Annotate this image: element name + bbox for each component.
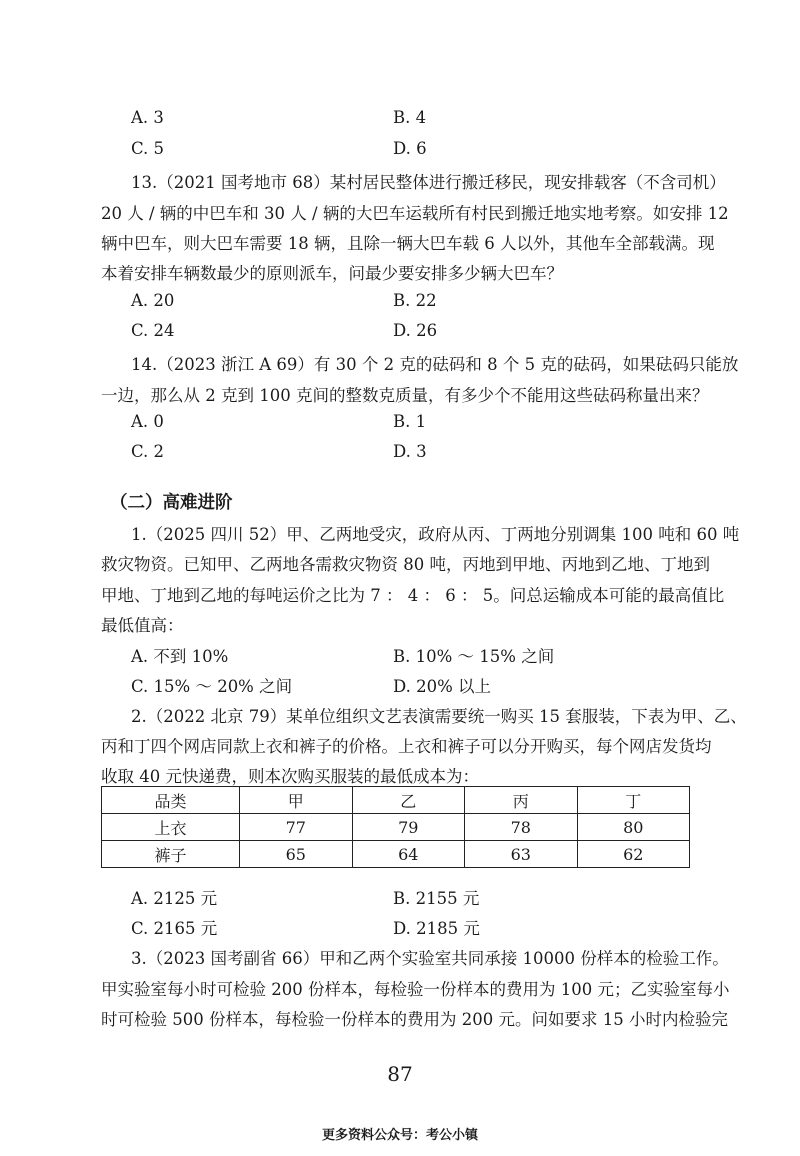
question-line: 甲地、丁地到乙地的每吨运价之比为 7 ： 4 ： 6 ： 5。问总运输成本可能的最高值比 (101, 586, 725, 605)
question-line: 最低值高： (101, 616, 184, 635)
option-d: D. 3 (393, 442, 427, 461)
table-header-row (102, 787, 690, 814)
question-line: 本着安排车辆数最少的原则派车，问最少要安排多少辆大巴车？ (101, 264, 563, 283)
table-cell: 63 (465, 841, 578, 868)
option-b: B. 2155 元 (393, 889, 480, 908)
question-line: 14.（2023 浙江 A 69）有 30 个 2 克的砝码和 8 个 5 克的砝码，如果砝码只能放 (131, 355, 739, 374)
table-header-cell: 乙 (352, 787, 465, 814)
option-a: A. 20 (131, 291, 175, 310)
table-cell: 79 (352, 814, 465, 841)
table-cell: 80 (577, 814, 690, 841)
footer-note: 更多资料公众号：考公小镇 (321, 1128, 478, 1143)
table-row (102, 841, 690, 868)
option-b: B. 4 (393, 108, 427, 127)
table-header-cell: 丁 (577, 787, 690, 814)
question-line: 3.（2023 国考副省 66）甲和乙两个实验室共同承接 10000 份样本的检验工作。 (131, 949, 729, 968)
option-b: B. 22 (393, 291, 437, 310)
table-header-cell: 品类 (102, 787, 240, 814)
option-a: A. 2125 元 (131, 889, 218, 908)
option-d: D. 26 (393, 321, 438, 340)
option-d: D. 2185 元 (393, 919, 480, 938)
question-line: 13.（2021 国考地市 68）某村居民整体进行搬迁移民，现安排载客（不含司机） (131, 173, 726, 192)
question-line: 20 人 / 辆的中巴车和 30 人 / 辆的大巴车运载所有村民到搬迁地实地考察。如安排 12 (101, 204, 729, 223)
option-a: A. 0 (131, 412, 164, 431)
question-line: 一边，那么从 2 克到 100 克间的整数克质量，有多少个不能用这些砝码称量出来？ (101, 386, 709, 405)
question-line: 救灾物资。已知甲、乙两地各需救灾物资 80 吨，丙地到甲地、丙地到乙地、丁地到 (101, 555, 710, 574)
table-cell: 64 (352, 841, 465, 868)
table-cell: 77 (240, 814, 353, 841)
option-c: C. 15% ～ 20% 之间 (131, 677, 293, 696)
question-line: 丙和丁四个网店同款上衣和裤子的价格。上衣和裤子可以分开购买，每个网店发货均 (101, 737, 712, 756)
table-cell: 78 (465, 814, 578, 841)
option-d: D. 6 (393, 139, 427, 158)
table-row (102, 814, 690, 841)
option-b: B. 10% ～ 15% 之间 (393, 647, 555, 666)
question-line: 辆中巴车，则大巴车需要 18 辆，且除一辆大巴车载 6 人以外，其他车全部载满。现 (101, 234, 715, 253)
option-c: C. 2165 元 (131, 919, 218, 938)
table-header-cell: 丙 (465, 787, 578, 814)
question-line: 甲实验室每小时可检验 200 份样本，每检验一份样本的费用为 100 元；乙实验室每小 (101, 980, 730, 999)
section-heading: （二）高难进阶 (110, 493, 233, 513)
question-line: 收取 40 元快递费，则本次购买服装的最低成本为： (101, 767, 479, 786)
price-table (101, 786, 690, 868)
table-cell: 裤子 (102, 841, 240, 868)
page-number: 87 (387, 1062, 413, 1086)
option-b: B. 1 (393, 412, 427, 431)
question-line: 时可检验 500 份样本，每检验一份样本的费用为 200 元。问如要求 15 小时内检验完 (101, 1010, 728, 1029)
question-line: 2.（2022 北京 79）某单位组织文艺表演需要统一购买 15 套服装，下表为甲、乙、 (131, 707, 747, 726)
question-line: 1.（2025 四川 52）甲、乙两地受灾，政府从丙、丁两地分别调集 100 吨和 60 吨 (131, 525, 740, 544)
option-d: D. 20% 以上 (393, 677, 492, 696)
table-cell: 62 (577, 841, 690, 868)
option-c: C. 2 (131, 442, 165, 461)
table-cell: 上衣 (102, 814, 240, 841)
option-a: A. 3 (131, 108, 164, 127)
option-a: A. 不到 10% (131, 647, 229, 666)
table-cell: 65 (240, 841, 353, 868)
option-c: C. 24 (131, 321, 175, 340)
option-c: C. 5 (131, 139, 165, 158)
table-header-cell: 甲 (240, 787, 353, 814)
